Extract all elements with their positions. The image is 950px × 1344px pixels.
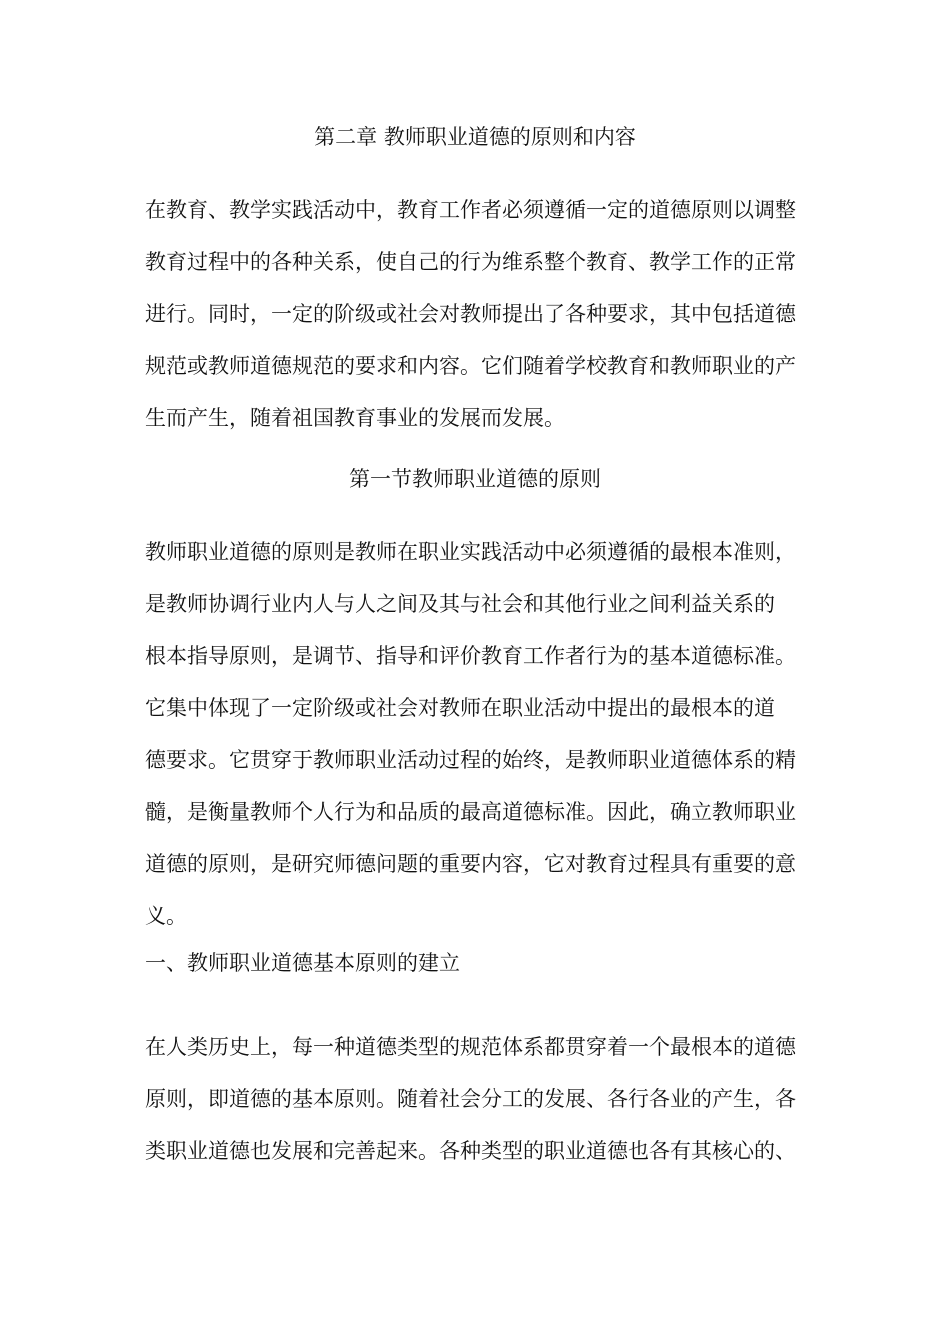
text-line: 教育过程中的各种关系，使自己的行为维系整个教育、教学工作的正常	[145, 250, 796, 274]
text-line: 类职业道德也发展和完善起来。各种类型的职业道德也各有其核心的、	[145, 1139, 796, 1163]
text-line: 髓，是衡量教师个人行为和品质的最高道德标准。因此，确立教师职业	[145, 800, 796, 824]
subheading: 一、教师职业道德基本原则的建立	[145, 951, 460, 975]
chapter-title: 第二章 教师职业道德的原则和内容	[314, 125, 636, 149]
text-line: 教师职业道德的原则是教师在职业实践活动中必须遵循的最根本准则，	[145, 540, 796, 564]
paragraph-intro	[145, 184, 815, 444]
text-line: 生而产生，随着祖国教育事业的发展而发展。	[145, 406, 565, 430]
text-line: 是教师协调行业内人与人之间及其与社会和其他行业之间利益关系的	[145, 592, 775, 616]
text-line: 义。	[145, 904, 187, 928]
text-line: 德要求。它贯穿于教师职业活动过程的始终，是教师职业道德体系的精	[145, 748, 796, 772]
section-title: 第一节教师职业道德的原则	[349, 467, 601, 491]
text-line: 在教育、教学实践活动中，教育工作者必须遵循一定的道德原则以调整	[145, 198, 796, 222]
text-line: 道德的原则，是研究师德问题的重要内容，它对教育过程具有重要的意	[145, 852, 796, 876]
text-line: 在人类历史上，每一种道德类型的规范体系都贯穿着一个最根本的道德	[145, 1035, 796, 1059]
text-line: 它集中体现了一定阶级或社会对教师在职业活动中提出的最根本的道	[145, 696, 775, 720]
text-line: 原则，即道德的基本原则。随着社会分工的发展、各行各业的产生，各	[145, 1087, 796, 1111]
paragraph-history	[145, 1021, 815, 1177]
text-line: 进行。同时，一定的阶级或社会对教师提出了各种要求，其中包括道德	[145, 302, 796, 326]
paragraph-principles	[145, 526, 815, 942]
subheading-block	[145, 937, 815, 989]
text-line: 根本指导原则，是调节、指导和评价教育工作者行为的基本道德标准。	[145, 644, 796, 668]
text-line: 规范或教师道德规范的要求和内容。它们随着学校教育和教师职业的产	[145, 354, 796, 378]
